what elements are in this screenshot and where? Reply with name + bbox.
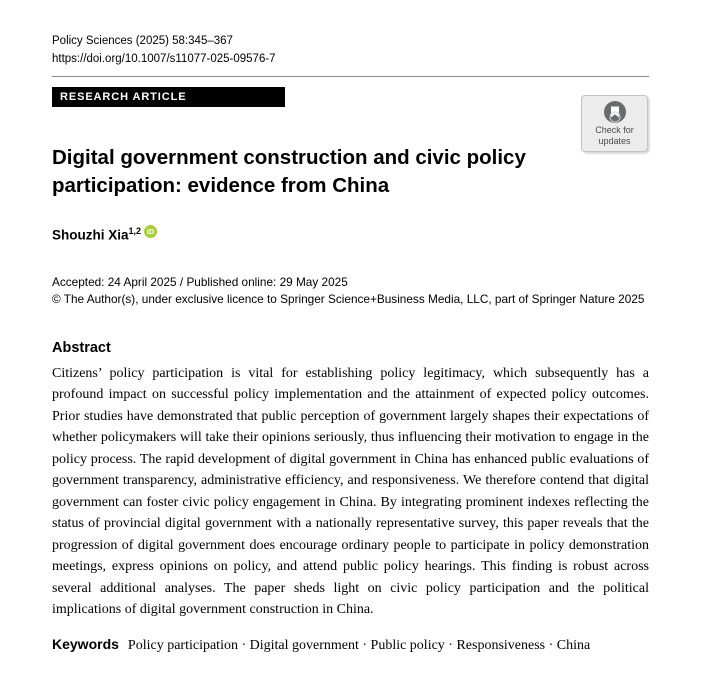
check-for-updates-badge[interactable] — [581, 95, 648, 152]
check-for-updates-label: Check for updates — [595, 125, 634, 146]
abstract-heading: Abstract — [52, 339, 111, 356]
journal-citation: Policy Sciences (2025) 58:345–367 — [52, 35, 233, 47]
keywords-text: Policy participation · Digital government · Public policy · Responsiveness · China — [127, 637, 591, 653]
crossmark-icon — [604, 101, 626, 123]
abstract-body: Citizens’ policy participation is vital for establishing policy legitimacy, which subsequently has a profound impact on successful policy implementation and the attainment of expected policy outcomes. Prior studies have demonstrated that public perception of government largely shapes their expectations of whether policymakers will take their opinions seriously, thus influencing their motivation to engage in the policy process. The rapid development of digital government in China has enhanced public evaluations of government transparency, administrative efficiency, and responsiveness. We therefore contend that digital government can foster civic policy engagement in China. By integrating prominent indexes reflecting the status of provincial digital government with a nationally representative survey, this paper reveals that the progression of digital government does encourage ordinary people to participate in policy demonstration meetings, express opinions on policy, and attend public policy hearings. This finding is robust across several additional analyses. The paper sheds light on civic policy participation and the political implications of digital government construction in China. — [52, 365, 649, 617]
article-type-banner: RESEARCH ARTICLE — [52, 87, 285, 107]
paper-title: Digital government construction and civic policy participation: evidence from China — [52, 146, 526, 197]
abstract-section — [52, 340, 649, 621]
copyright-line: © The Author(s), under exclusive licence to Springer Science+Business Media, LLC, part of Springer Nature 2025 — [52, 292, 645, 306]
header-divider — [52, 76, 649, 77]
doi-link[interactable]: https://doi.org/10.1007/s11077-025-09576-7 — [52, 53, 276, 65]
orcid-icon[interactable]: iD — [144, 225, 157, 238]
affiliation-superscript: 1,2 — [128, 226, 142, 236]
keywords-label: Keywords — [52, 635, 119, 652]
publication-meta — [52, 274, 649, 309]
keywords-line — [52, 634, 649, 657]
author-name: Shouzhi Xia — [52, 227, 129, 243]
accepted-published-line: Accepted: 24 April 2025 / Published online: 29 May 2025 — [52, 274, 348, 289]
author-line — [52, 225, 649, 243]
